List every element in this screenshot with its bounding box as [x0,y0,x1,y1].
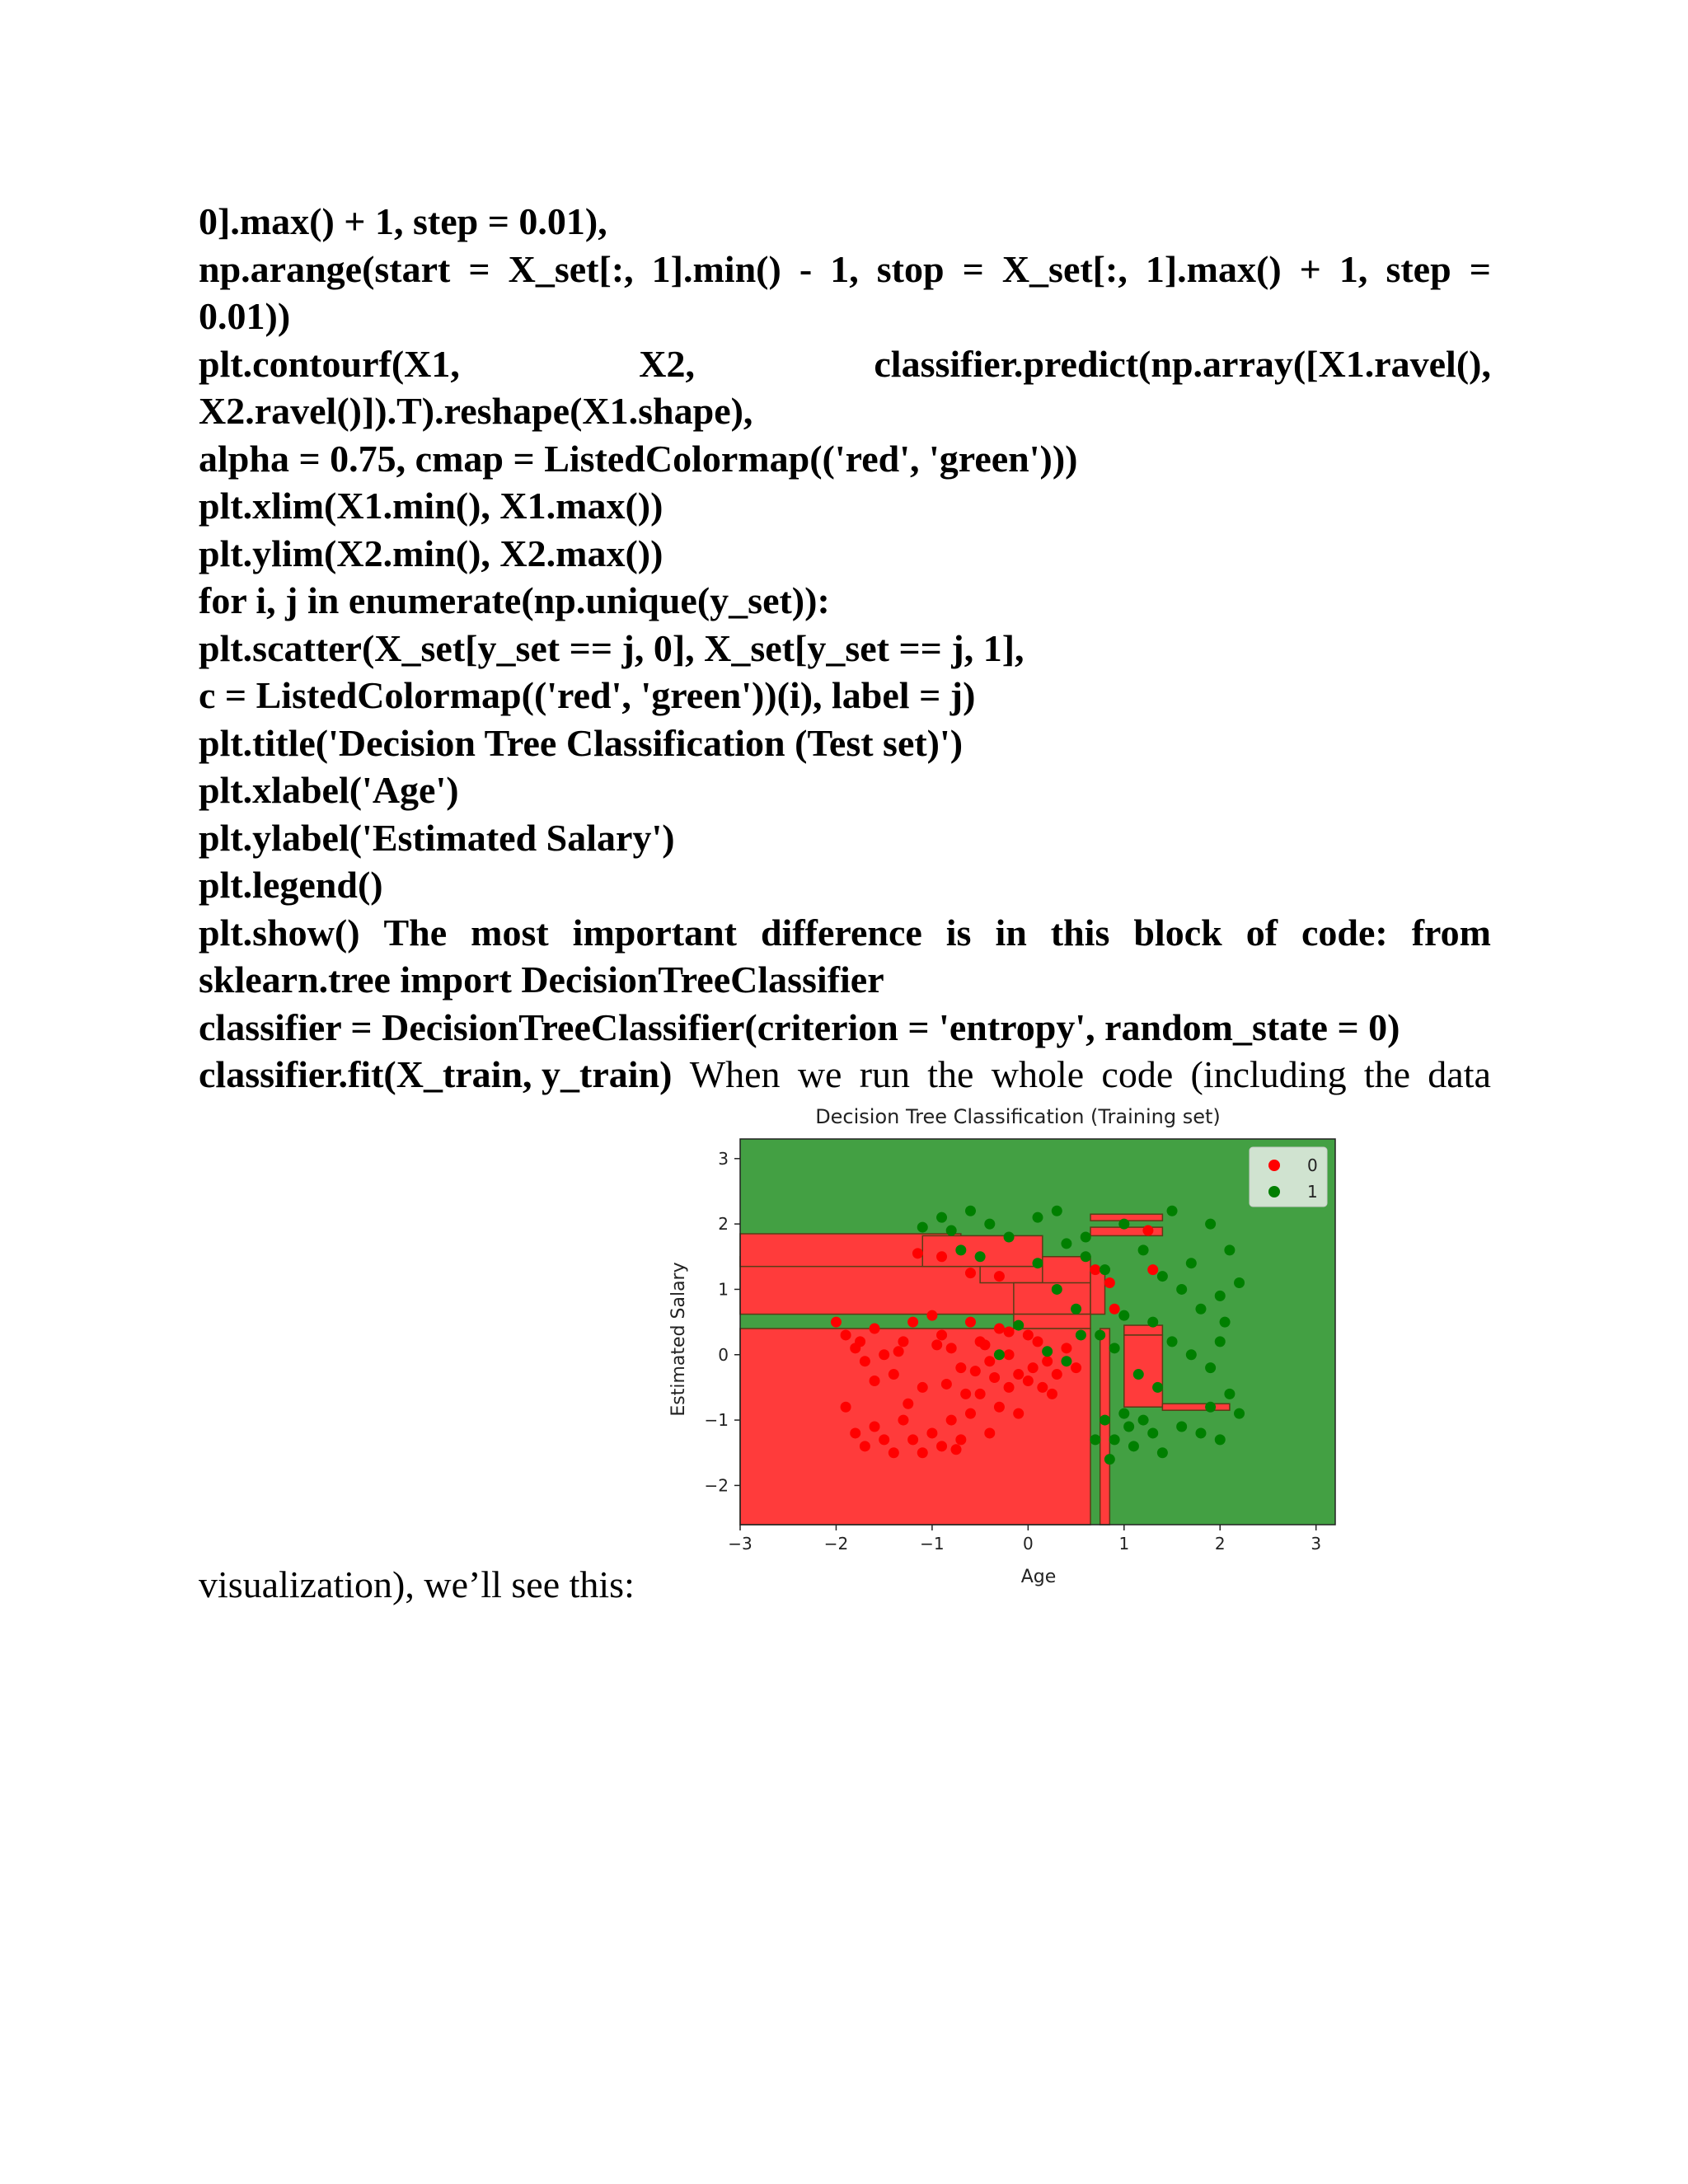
data-point-class-0 [870,1324,880,1334]
code-word: plt.show() [199,911,360,954]
code-word: = [468,247,490,290]
data-point-class-1 [1081,1251,1091,1262]
data-point-class-0 [941,1379,952,1390]
x-tick-label: 3 [1311,1534,1322,1554]
data-point-class-0 [1071,1362,1081,1373]
data-point-class-1 [1234,1408,1245,1419]
code-word: plt.legend() [199,864,383,906]
y-axis-label: Estimated Salary [668,1262,689,1417]
code-word: 1].min() [651,247,781,290]
decision-tree-chart [659,1104,1360,1599]
data-point-class-1 [955,1244,966,1255]
data-point-class-1 [1076,1329,1086,1340]
data-point-class-0 [955,1362,966,1373]
code-word: plt.title('Decision Tree Classification (Test set)') [199,721,964,764]
legend-label: 0 [1307,1155,1318,1175]
data-point-class-1 [1071,1304,1081,1315]
data-point-class-1 [1118,1219,1129,1230]
code-word: step [1386,247,1451,290]
data-point-class-1 [1152,1382,1163,1393]
data-point-class-1 [1205,1402,1216,1413]
data-point-class-1 [1104,1454,1115,1465]
data-point-class-0 [979,1339,990,1350]
data-point-class-1 [1157,1447,1168,1458]
data-point-class-1 [975,1251,986,1262]
data-point-class-0 [970,1366,981,1376]
code-word: of [1245,911,1278,954]
data-point-class-0 [1147,1264,1158,1275]
data-point-class-0 [889,1447,899,1458]
data-point-class-0 [946,1415,957,1426]
code-line [199,293,1491,340]
code-word: plt.xlabel('Age') [199,769,459,811]
code-word: plt.scatter(X_set[y_set == j, 0], X_set[y_set == j, 1], [199,626,1025,669]
data-point-class-0 [1004,1327,1015,1338]
data-point-class-0 [936,1329,947,1340]
legend-label: 1 [1307,1182,1318,1202]
x-tick-label: −1 [920,1534,945,1554]
data-point-class-0 [975,1389,986,1399]
code-word: plt.ylim(X2.min(), X2.max()) [199,532,663,574]
code-line [199,672,1491,719]
data-point-class-0 [1109,1304,1120,1315]
data-point-class-0 [870,1422,880,1432]
x-axis-label: Age [1020,1567,1057,1587]
body-word: When [689,1053,781,1095]
data-point-class-0 [994,1402,1005,1413]
data-point-class-0 [984,1356,995,1366]
data-point-class-0 [893,1346,904,1357]
x-tick-label: 2 [1214,1534,1226,1554]
class-0-region [1124,1335,1163,1407]
data-point-class-1 [1176,1422,1187,1432]
code-word: is [945,911,972,954]
data-point-class-0 [1004,1349,1015,1360]
code-line [199,340,1491,388]
code-word: important [572,911,737,954]
code-word: X2.ravel()]).T).reshape(X1.shape), [199,390,753,432]
data-point-class-0 [879,1349,889,1360]
data-point-class-1 [994,1349,1005,1360]
code-word: stop [876,247,945,290]
class-0-region [1014,1315,1090,1329]
data-point-class-0 [841,1402,851,1413]
data-point-class-1 [1186,1349,1197,1360]
data-point-class-0 [936,1441,947,1451]
data-point-class-0 [936,1251,947,1262]
data-point-class-0 [917,1447,928,1458]
y-tick-label: −1 [704,1410,729,1431]
code-word: code: [1301,911,1388,954]
body-word: (including [1190,1053,1347,1095]
data-point-class-1 [984,1219,995,1230]
data-point-class-0 [907,1317,918,1328]
code-word: X2, [639,342,695,385]
x-tick-label: −3 [728,1534,753,1554]
data-point-class-0 [1033,1336,1043,1347]
y-tick-label: −2 [704,1475,729,1496]
data-point-class-0 [855,1336,865,1347]
code-word: most [471,911,549,954]
code-word: np.arange(start [199,247,451,290]
data-point-class-1 [1157,1271,1168,1282]
data-point-class-0 [1142,1226,1153,1236]
data-point-class-0 [1042,1356,1053,1366]
data-point-class-1 [1081,1231,1091,1242]
data-point-class-0 [1052,1369,1062,1380]
legend-marker [1268,1160,1280,1171]
code-word: X_set[:, [1001,247,1128,290]
data-point-class-0 [1047,1389,1057,1399]
body-word: the [1363,1053,1411,1095]
data-point-class-0 [1104,1277,1115,1288]
data-point-class-1 [1004,1231,1015,1242]
code-word: The [383,911,448,954]
data-point-class-1 [1147,1427,1158,1438]
data-point-class-1 [1215,1291,1226,1301]
code-line [199,198,1491,246]
caption-text: visualization), we’ll see this: [199,1563,635,1605]
code-line [199,956,1491,1004]
x-tick-label: −2 [823,1534,849,1554]
code-word: = [962,247,984,290]
code-text-block [199,198,1491,1099]
data-point-class-0 [965,1268,976,1278]
data-point-class-1 [1061,1356,1071,1366]
data-point-class-0 [1061,1343,1071,1353]
data-point-class-0 [965,1317,976,1328]
code-line [199,246,1491,293]
code-word: + [1299,247,1321,290]
data-point-class-0 [994,1271,1005,1282]
y-tick-label: 0 [718,1344,729,1365]
data-point-class-1 [1176,1284,1187,1295]
data-point-class-1 [965,1206,976,1216]
code-word: 1, [1339,247,1368,290]
class-0-region [1090,1270,1104,1315]
data-point-class-0 [912,1248,923,1258]
data-point-class-0 [1013,1408,1024,1419]
data-point-class-1 [1033,1258,1043,1268]
data-point-class-0 [926,1427,937,1438]
code-line [199,435,1491,483]
code-line [199,482,1491,530]
code-line [199,1004,1491,1052]
data-point-class-0 [1023,1329,1034,1340]
x-tick-label: 1 [1118,1534,1130,1554]
code-line [199,577,1491,625]
data-point-class-0 [907,1434,918,1445]
data-point-class-1 [1167,1336,1178,1347]
mixed-line [199,1051,1491,1099]
data-point-class-1 [1205,1219,1216,1230]
code-line [199,625,1491,673]
data-point-class-0 [955,1434,966,1445]
data-point-class-0 [1023,1376,1034,1386]
data-point-class-1 [1061,1238,1071,1249]
data-point-class-0 [994,1324,1005,1334]
data-point-class-0 [1090,1264,1100,1275]
data-point-class-0 [903,1399,913,1409]
data-point-class-0 [1004,1382,1015,1393]
x-tick-label: 0 [1022,1534,1034,1554]
code-word: from [1411,911,1491,954]
data-point-class-1 [1138,1244,1149,1255]
y-tick-label: 1 [718,1279,729,1300]
data-point-class-1 [1147,1317,1158,1328]
data-point-class-1 [1109,1434,1120,1445]
code-line [199,909,1491,957]
data-point-class-0 [898,1336,908,1347]
data-point-class-0 [841,1329,851,1340]
data-point-class-1 [1138,1415,1149,1426]
data-point-class-0 [870,1376,880,1386]
code-word: 1].max() [1145,247,1282,290]
y-tick-label: 3 [718,1148,729,1169]
body-word: data [1428,1053,1491,1095]
data-point-class-1 [1118,1310,1129,1321]
data-point-class-1 [1224,1244,1235,1255]
code-line [199,530,1491,578]
code-word: - [799,247,813,290]
data-point-class-1 [1133,1369,1144,1380]
body-word: the [927,1053,974,1095]
data-point-class-0 [931,1339,942,1350]
code-word: 0.01)) [199,295,291,337]
data-point-class-1 [1195,1427,1206,1438]
data-point-class-0 [889,1369,899,1380]
data-point-class-0 [951,1444,962,1455]
data-point-class-0 [850,1427,860,1438]
data-point-class-0 [1037,1382,1048,1393]
class-0-region [740,1329,1090,1525]
data-point-class-1 [1100,1415,1110,1426]
data-point-class-0 [989,1372,1000,1383]
code-fit-statement: classifier.fit(X_train, y_train) [199,1053,673,1095]
data-point-class-0 [917,1382,928,1393]
data-point-class-1 [1095,1329,1105,1340]
data-point-class-1 [917,1222,928,1233]
code-word: c = ListedColormap(('red', 'green'))(i), label = j) [199,674,976,716]
data-point-class-0 [860,1356,870,1366]
code-word: 1, [830,247,859,290]
class-0-region [1124,1325,1163,1335]
class-0-region [980,1267,1043,1283]
data-point-class-1 [1052,1206,1062,1216]
code-word: = [1469,247,1491,290]
code-word: this [1050,911,1110,954]
data-point-class-0 [879,1434,889,1445]
data-point-class-1 [1186,1258,1197,1268]
code-line [199,861,1491,909]
code-word: classifier = DecisionTreeClassifier(criterion = 'entropy', random_state = 0) [199,1005,1400,1048]
data-point-class-0 [1028,1362,1039,1373]
code-line [199,719,1491,767]
class-0-region [1162,1404,1230,1410]
data-point-class-0 [946,1343,957,1353]
code-line [199,766,1491,814]
data-point-class-1 [1224,1389,1235,1399]
code-word: 0].max() + 1, step = 0.01), [199,200,607,242]
data-point-class-0 [926,1310,937,1321]
data-point-class-1 [946,1226,957,1236]
data-point-class-0 [860,1441,870,1451]
legend-marker [1268,1186,1280,1197]
data-point-class-1 [1090,1434,1100,1445]
data-point-class-1 [1205,1362,1216,1373]
code-word: sklearn.tree import DecisionTreeClassifier [199,958,884,1001]
data-point-class-1 [1128,1441,1139,1451]
data-point-class-0 [831,1317,842,1328]
code-word: in [995,911,1027,954]
data-point-class-1 [1220,1317,1231,1328]
data-point-class-1 [1123,1422,1134,1432]
code-word: for i, j in enumerate(np.unique(y_set)): [199,579,830,621]
code-word: classifier.predict(np.array([X1.ravel(), [874,342,1491,385]
code-word: plt.ylabel('Estimated Salary') [199,816,675,859]
code-line [199,814,1491,862]
body-word: we [797,1053,842,1095]
code-word: difference [760,911,922,954]
data-point-class-1 [1100,1264,1110,1275]
code-word: plt.xlim(X1.min(), X1.max()) [199,485,663,527]
data-point-class-1 [1215,1336,1226,1347]
data-point-class-0 [960,1389,971,1399]
code-word: block [1133,911,1222,954]
y-tick-label: 2 [718,1214,729,1235]
data-point-class-0 [1013,1369,1024,1380]
data-point-class-1 [1013,1320,1024,1331]
body-word: run [859,1053,911,1095]
code-line [199,387,1491,435]
code-word: plt.contourf(X1, [199,342,460,385]
data-point-class-0 [898,1415,908,1426]
data-point-class-1 [936,1212,947,1223]
class-0-region [1100,1329,1110,1525]
data-point-class-1 [1052,1284,1062,1295]
data-point-class-1 [1033,1212,1043,1223]
chart-title: Decision Tree Classification (Training set) [815,1105,1221,1128]
data-point-class-1 [1109,1343,1120,1353]
data-point-class-1 [1215,1434,1226,1445]
data-point-class-1 [1195,1304,1206,1315]
body-word: code [1101,1053,1174,1095]
code-word: alpha = 0.75, cmap = ListedColormap(('red', 'green'))) [199,437,1078,480]
data-point-class-1 [1167,1206,1178,1216]
data-point-class-1 [1042,1346,1053,1357]
data-point-class-0 [984,1427,995,1438]
data-point-class-1 [1118,1408,1129,1419]
data-point-class-1 [1234,1277,1245,1288]
data-point-class-0 [965,1408,976,1419]
code-word: X_set[:, [508,247,634,290]
body-word: whole [991,1053,1085,1095]
